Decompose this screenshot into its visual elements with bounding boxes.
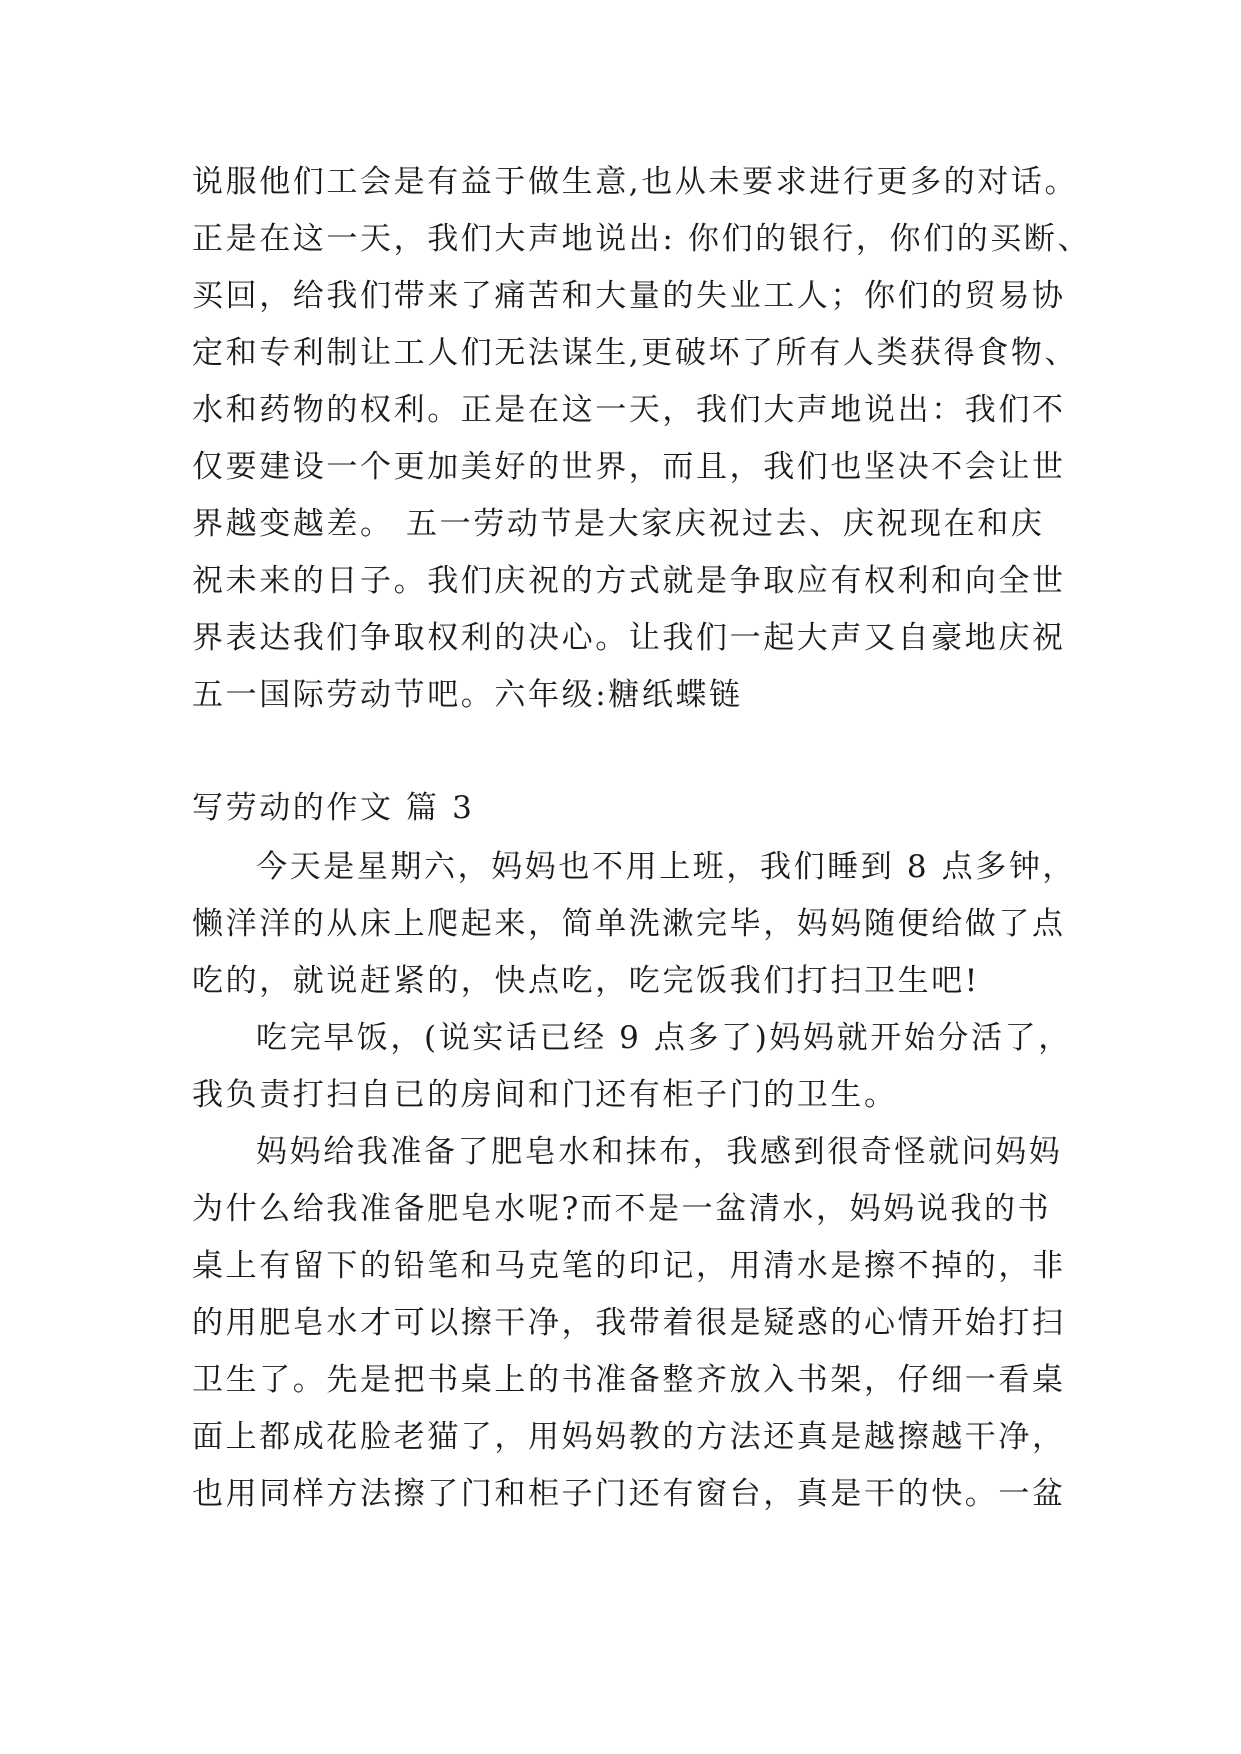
paragraph-line: 卫生了。先是把书桌上的书准备整齐放入书架，仔细一看桌 (192, 1362, 1066, 1398)
paragraph-line: 吃的，就说赶紧的，快点吃，吃完饭我们打扫卫生吧! (192, 963, 980, 999)
text-line: 定和专利制让工人们无法谋生,更破坏了所有人类获得食物、 (192, 335, 1079, 371)
text-line: 买回，给我们带来了痛苦和大量的失业工人；你们的贸易协 (192, 278, 1066, 314)
paragraph-line: 面上都成花脸老猫了，用妈妈教的方法还真是越擦越干净， (192, 1419, 1066, 1455)
paragraph-line: 吃完早饭，(说实话已经 9 点多了)妈妈就开始分活了， (256, 1020, 1072, 1056)
text-line: 五一国际劳动节吧。六年级:糖纸蝶链 (192, 677, 743, 713)
text-line: 界表达我们争取权利的决心。让我们一起大声又自豪地庆祝 (192, 620, 1066, 656)
paragraph-line: 懒洋洋的从床上爬起来，简单洗漱完毕，妈妈随便给做了点 (192, 906, 1066, 942)
text-line: 界越变越差。 五一劳动节是大家庆祝过去、庆祝现在和庆 (192, 506, 1045, 542)
text-line: 仅要建设一个更加美好的世界，而且，我们也坚决不会让世 (192, 449, 1066, 485)
paragraph-line: 今天是星期六，妈妈也不用上班，我们睡到 8 点多钟， (256, 849, 1077, 885)
paragraph-line: 妈妈给我准备了肥皂水和抹布，我感到很奇怪就问妈妈 (256, 1134, 1063, 1170)
section-title: 写劳动的作文 篇 3 (192, 790, 475, 826)
text-line: 祝未来的日子。我们庆祝的方式就是争取应有权利和向全世 (192, 563, 1066, 599)
text-line: 说服他们工会是有益于做生意,也从未要求进行更多的对话。 (192, 164, 1079, 200)
text-line: 水和药物的权利。正是在这一天，我们大声地说出：我们不 (192, 392, 1066, 428)
paragraph-line: 我负责打扫自已的房间和门还有柜子门的卫生。 (192, 1077, 898, 1113)
paragraph-line: 也用同样方法擦了门和柜子门还有窗台，真是干的快。一盆 (192, 1476, 1066, 1512)
paragraph-line: 为什么给我准备肥皂水呢?而不是一盆清水，妈妈说我的书 (192, 1191, 1052, 1227)
text-line: 正是在这一天，我们大声地说出: 你们的银行，你们的买断、 (192, 221, 1092, 257)
paragraph-line: 桌上有留下的铅笔和马克笔的印记，用清水是擦不掉的，非 (192, 1248, 1066, 1284)
paragraph-line: 的用肥皂水才可以擦干净，我带着很是疑惑的心情开始打扫 (192, 1305, 1066, 1341)
